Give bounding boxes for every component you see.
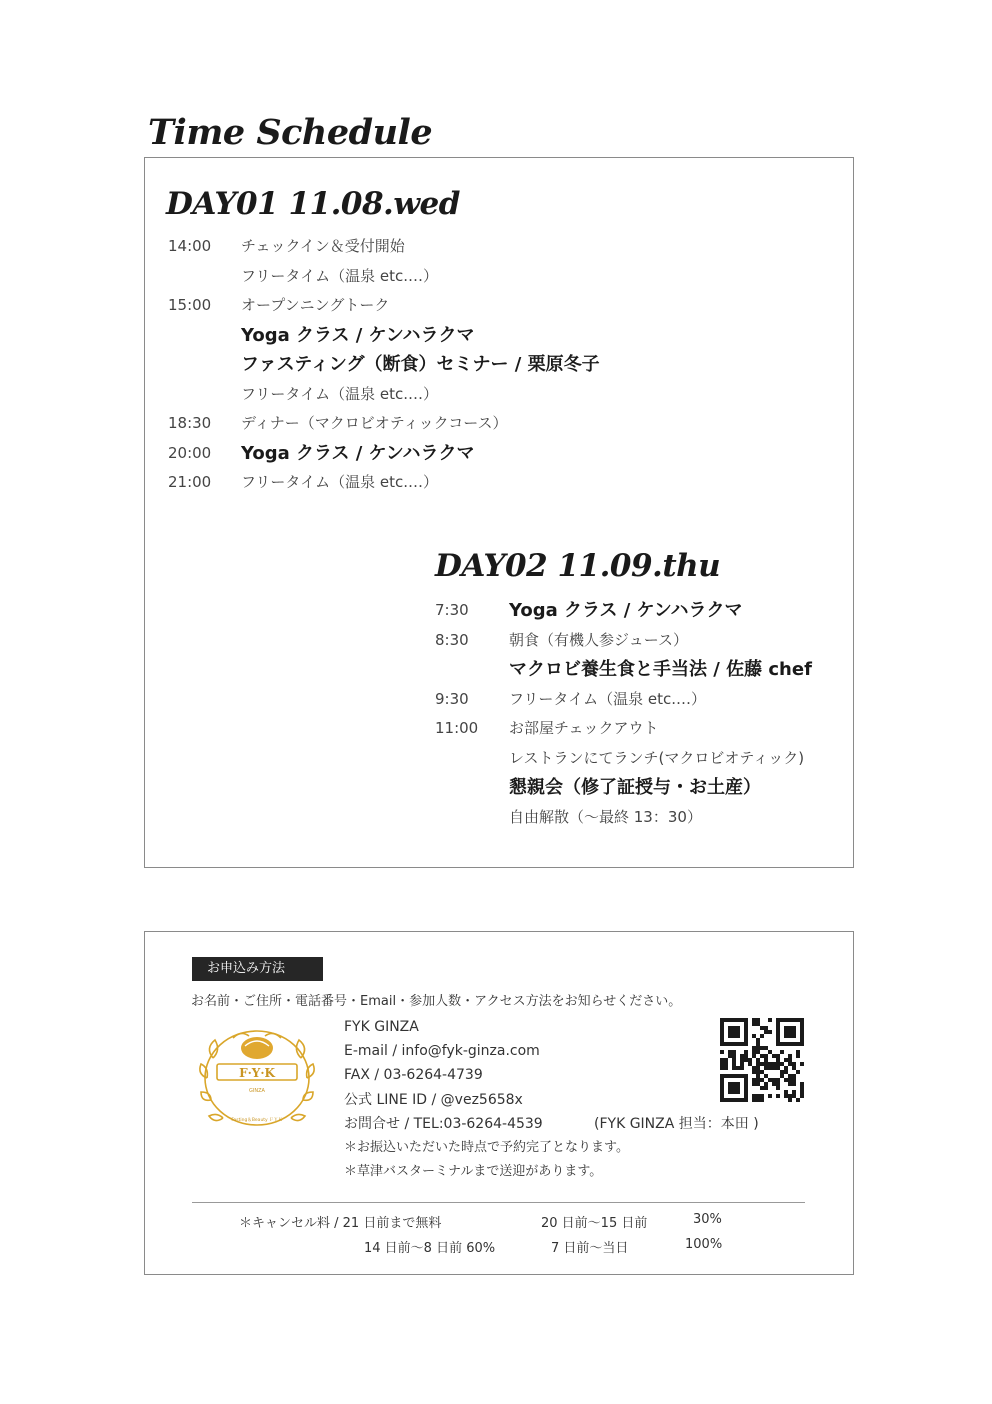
company-name: FYK GINZA (344, 1019, 419, 1035)
schedule-event: ファスティング（断食）セミナー / 栗原冬子 (241, 354, 600, 375)
schedule-time: 7:30 (435, 601, 469, 619)
cancel-tier-4-rate: 100% (685, 1237, 723, 1252)
schedule-event: オープンニングトーク (241, 296, 390, 314)
contact-info (344, 1015, 759, 1184)
cancel-tier-2: 20 日前～15 日前 (541, 1216, 648, 1231)
logo-sub: GINZA (249, 1088, 265, 1094)
line-id-text: 公式 LINE ID / @vez5658x (344, 1091, 523, 1108)
page-heading: Time Schedule (148, 112, 433, 153)
schedule-event: Yoga クラス / ケンハラクマ (241, 324, 475, 346)
logo-tagline: Fasting＆Beauty ＦＹＫ (231, 1118, 283, 1123)
schedule-time: 8:30 (435, 630, 469, 649)
qr-code-icon (720, 1018, 804, 1102)
schedule-time: 15:00 (168, 296, 212, 314)
application-badge: お申込み方法 (192, 957, 323, 981)
schedule-time: 21:00 (168, 473, 212, 491)
schedule-event: フリータイム（温泉 etc.…） (509, 689, 706, 708)
schedule-event: マクロビ養生食と手当法 / 佐藤 chef (509, 659, 812, 680)
schedule-event: お部屋チェックアウト (509, 719, 659, 737)
schedule-event: Yoga クラス / ケンハラクマ (241, 442, 475, 464)
schedule-time: 11:00 (435, 719, 479, 737)
schedule-time: 18:30 (168, 414, 212, 432)
schedule-event: 懇親会（修了証授与・お土産） (509, 777, 761, 798)
tel-text: お問合せ / TEL:03-6264-4539 (344, 1115, 543, 1132)
schedule-time: 20:00 (168, 443, 212, 462)
email-text: E-mail / info@fyk-ginza.com (344, 1043, 540, 1060)
schedule-box (144, 157, 854, 868)
fax-text: FAX / 03-6264-4739 (344, 1067, 483, 1084)
schedule-time: 14:00 (168, 237, 212, 255)
tel-line (344, 1112, 759, 1136)
cancel-tier-4: 7 日前～当日 (551, 1241, 629, 1256)
schedule-event: 朝食（有機人参ジュース） (509, 630, 688, 649)
note-payment: ＊お振込いただいた時点で予約完了となります。 (344, 1139, 629, 1155)
cancel-tier-3: 14 日前～8 日前 60% (364, 1241, 496, 1256)
schedule-event: フリータイム（温泉 etc.…） (241, 384, 438, 403)
cancel-tier-2-rate: 30% (693, 1212, 722, 1227)
application-intro: お名前・ご住所・電話番号・Email・参加人数・アクセス方法をお知らせください。 (191, 994, 682, 1009)
schedule-event: チェックイン＆受付開始 (241, 237, 405, 255)
day1-title: DAY01 11.08.wed (166, 186, 460, 222)
schedule-event: フリータイム（温泉 etc.…） (241, 473, 438, 491)
schedule-event: レストランにてランチ(マクロビオティック) (509, 748, 805, 767)
schedule-event: Yoga クラス / ケンハラクマ (509, 600, 743, 621)
tel-person: (FYK GINZA 担当：本田 ) (594, 1115, 759, 1132)
divider (192, 1202, 805, 1203)
cancel-fee-label: ＊キャンセル料 / 21 日前まで無料 (239, 1216, 442, 1231)
note-shuttle: ＊草津バスターミナルまで送迎があります。 (344, 1164, 603, 1180)
schedule-time: 9:30 (435, 689, 469, 708)
fyk-logo (193, 1018, 321, 1138)
day2-title: DAY02 11.09.thu (435, 548, 721, 584)
schedule-event: フリータイム（温泉 etc.…） (241, 266, 438, 285)
logo-text: F·Y·K (239, 1066, 275, 1080)
schedule-event: 自由解散（～最終 13：30） (509, 807, 702, 826)
schedule-event: ディナー（マクロビオティックコース） (241, 414, 508, 432)
application-box (144, 931, 854, 1275)
